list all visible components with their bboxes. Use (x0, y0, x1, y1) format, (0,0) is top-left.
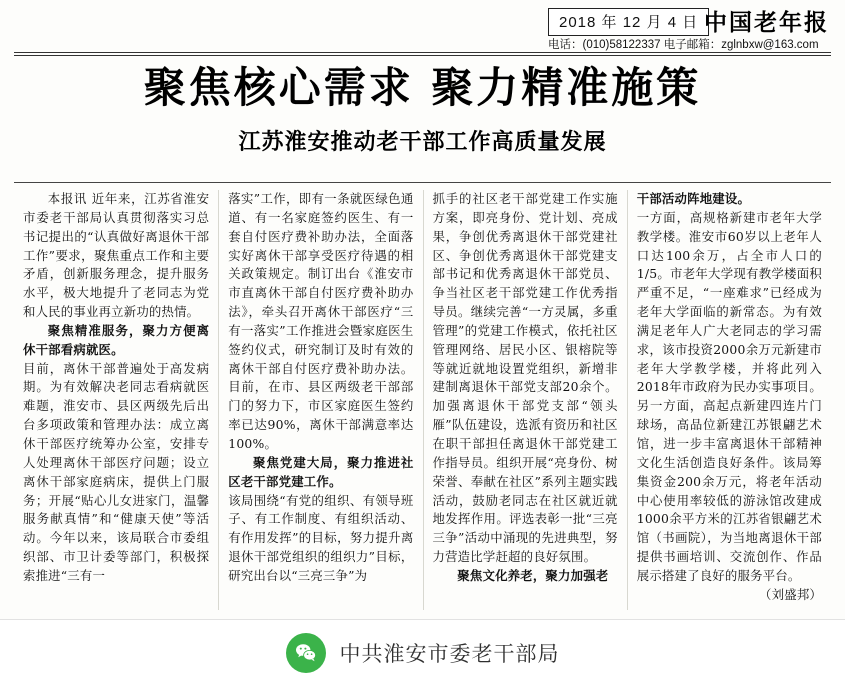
paper-name: 中国老年报 (704, 9, 829, 36)
article-column-4 (627, 190, 831, 610)
contact-info: 电话：(010)58122337 电子邮箱：zglnbxw@163.com (548, 39, 819, 51)
section-subhead-continued: 干部活动阵地建设。 (636, 191, 751, 206)
wechat-icon (286, 633, 326, 673)
byline: （刘盛邦） (759, 586, 822, 602)
paragraph: 目前，离休干部普遍处于高发病期。为有效解决老同志看病就医难题，淮安市、县区两级先后出台多项政策和管理办法：成立离休干部医疗统筹办公室，安排专人处理离休干部医疗问题；设立离休干部家庭病床，提供上门服务；开展“贴心儿女进家门，温馨服务献真情”和“健康天使”等活动。今年以来，该局联合市委组织部、市卫计委等部门，积极探索推进“三有一 (23, 360, 210, 583)
article-column-2 (218, 190, 422, 610)
section-subhead: 聚焦文化养老，聚力加强老 (457, 567, 609, 583)
wechat-footer[interactable] (0, 619, 845, 686)
headline-block (0, 62, 845, 156)
section-subhead: 聚焦精准服务，聚力方便离休干部看病就医。 (23, 322, 210, 357)
masthead (0, 0, 845, 52)
header-divider-secondary (14, 55, 831, 56)
paragraph: 抓手的社区老干部党建工作实施方案，即亮身份、党计划、亮成果，争创优秀离退休干部党建社区、争创优秀离退休干部党建支部书记和优秀离退休干部党员、争当社区老干部党建工作优秀指导员。继续完善“一方灵属，多重管理”的党建工作模式，依托社区管理网络、居民小区、银榕院等等就近就地设置党组织，新增非建制离退休干部党支部20余个。加强离退休干部党支部“领头雁”队伍建设，选派有资历和社区在职干部担任离退休干部党建工作指导员。组织开展“亮身份、树荣誉、奉献在社区”系列主题实践活动，鼓励老同志在社区就近就地发挥作用。评选表彰一批“三亮三争”活动中涌现的先进典型，努力营造比学赶超的良好氛围。 (432, 191, 618, 565)
publication-date: 2018 年 12 月 4 日 (548, 8, 709, 36)
article-column-1 (14, 190, 218, 610)
paragraph: 本报讯 近年来，江苏省淮安市委老干部局认真贯彻落实习总书记提出的“认真做好离退休干部工作”要求，聚焦重点工作和主要矛盾，创新服务理念，提升服务水平，极大地提升了老同志为党和人民的事业再立新功的热情。 (23, 191, 210, 320)
article-body (14, 190, 831, 610)
headline-divider (14, 182, 831, 183)
article-column-3 (423, 190, 627, 610)
section-subhead: 聚焦党建大局，聚力推进社区老干部党建工作。 (228, 454, 414, 489)
paragraph: 该局围绕“有党的组织、有领导班子、有工作制度、有组织活动、有作用发挥”的目标，努力提升离退休干部党组织的组织力”目标，研究出台以“三亮三争”为 (228, 492, 414, 583)
page-subtitle: 江苏淮安推动老干部工作高质量发展 (238, 128, 607, 155)
wechat-account-name: 中共淮安市委老干部局 (339, 642, 560, 666)
page-title: 聚焦核心需求 聚力精准施策 (143, 63, 702, 112)
paragraph: 落实”工作，即有一条就医绿色通道、有一名家庭签约医生、有一套自付医疗费补助办法，全面落实好离休干部享受医疗待遇的相关政策规定。制订出台《淮安市市直离休干部自付医疗费补助办法》，牵头召开离休干部医疗“三有一落实”工作推进会暨家庭医生签约仪式，研究制订及时有效的离休干部自付医疗费补助办法。目前，在市、县区两级老干部部门的努力下，市区家庭医生签约率已达90%，离休干部满意率达100%。 (228, 191, 414, 451)
paragraph: 一方面，高规格新建市老年大学教学楼。淮安市60岁以上老年人口达100余万，占全市人口的1/5。市老年大学现有教学楼面积严重不足，“一座难求”已经成为老年大学面临的新常态。为有效满足老年人广大老同志的学习需求，该市投资2000余万元新建市老年大学教学楼，并将此列入2018年市政府为民办实事项目。另一方面，高起点新建四连片门球场，高品位新建江苏银翩艺术馆，进一步丰富离退休干部精神文化生活创造良好条件。该局筹集资金200余万元，将老年活动中心使用率较低的游泳馆改建成1000余平方米的江苏省银翩艺术馆（书画院），为当地离退休干部提供书画培训、交流创作、作品展示搭建了良好的服务平台。 (636, 209, 822, 583)
header-divider (14, 52, 831, 53)
